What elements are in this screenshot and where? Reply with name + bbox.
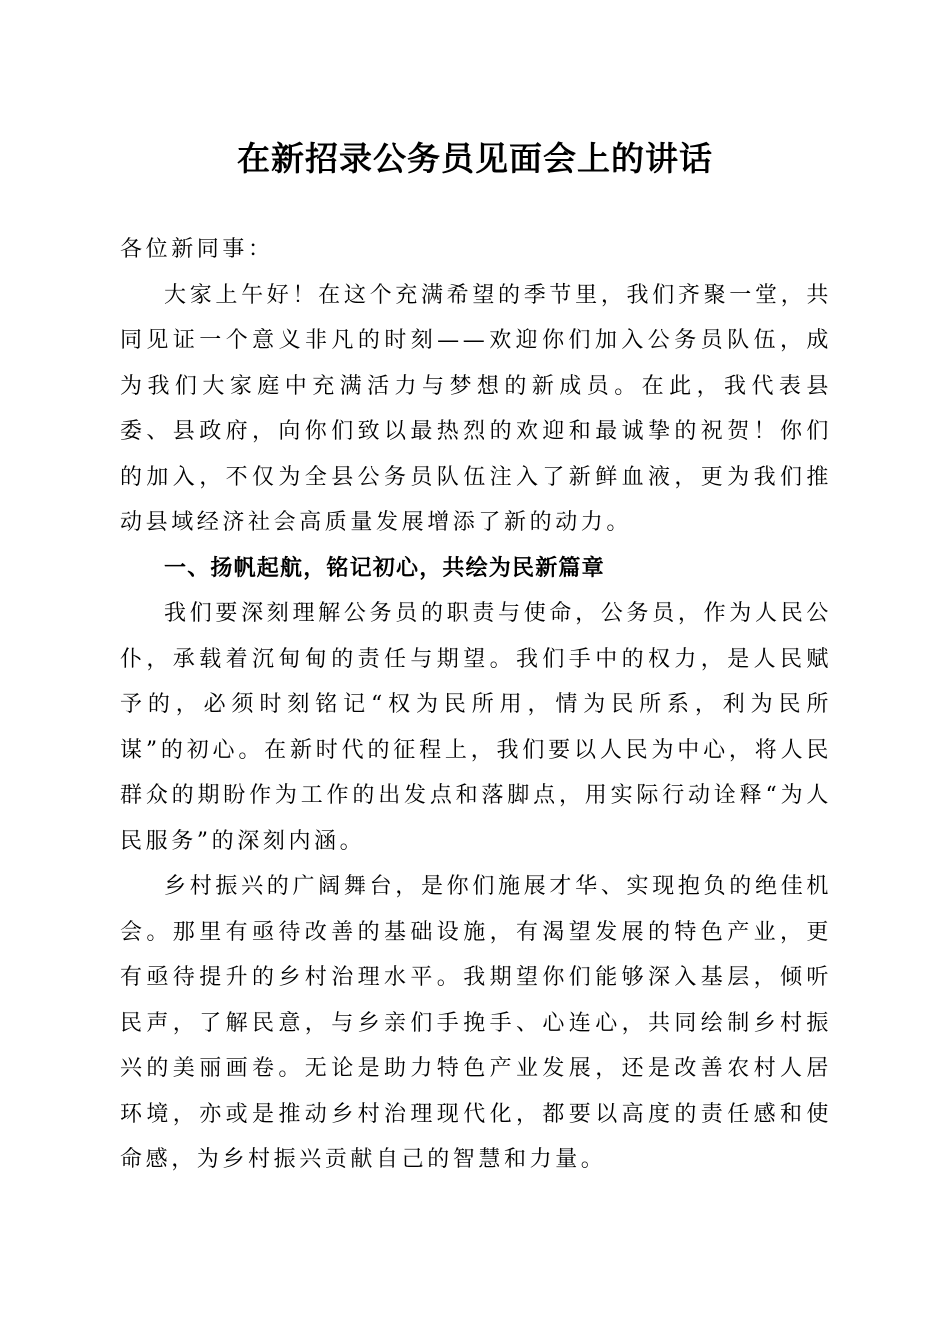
paragraph-rural-revitalization: 乡村振兴的广阔舞台，是你们施展才华、实现抱负的绝佳机会。那里有亟待改善的基础设施，有渴望发展的特色产业，更有亟待提升的乡村治理水平。我期望你们能够深入基层，倾听民声，了解民意，与乡亲们手挽手、心连心，共同绘制乡村振兴的美丽画卷。无论是助力特色产业发展，还是改善农村人居环境，亦或是推动乡村治理现代化，都要以高度的责任感和使命感，为乡村振兴贡献自己的智慧和力量。 <box>120 874 832 1172</box>
document-title: 在新招录公务员见面会上的讲话 <box>237 139 713 178</box>
document-body <box>120 227 832 1183</box>
salutation: 各位新同事： <box>120 237 274 262</box>
paragraph-duty: 我们要深刻理解公务员的职责与使命，公务员，作为人民公仆，承载着沉甸甸的责任与期望。我们手中的权力，是人民赋予的，必须时刻铭记“权为民所用，情为民所系，利为民所谋”的初心。在新时代的征程上，我们要以人民为中心，将人民群众的期盼作为工作的出发点和落脚点，用实际行动诠释“为人民服务”的深刻内涵。 <box>120 601 832 854</box>
paragraph-greeting: 大家上午好！在这个充满希望的季节里，我们齐聚一堂，共同见证一个意义非凡的时刻——欢迎你们加入公务员队伍，成为我们大家庭中充满活力与梦想的新成员。在此，我代表县委、县政府，向你们致以最热烈的欢迎和最诚挚的祝贺！你们的加入，不仅为全县公务员队伍注入了新鲜血液，更为我们推动县域经济社会高质量发展增添了新的动力。 <box>120 282 832 535</box>
section-heading-1: 一、扬帆起航，铭记初心，共绘为民新篇章 <box>164 555 605 581</box>
